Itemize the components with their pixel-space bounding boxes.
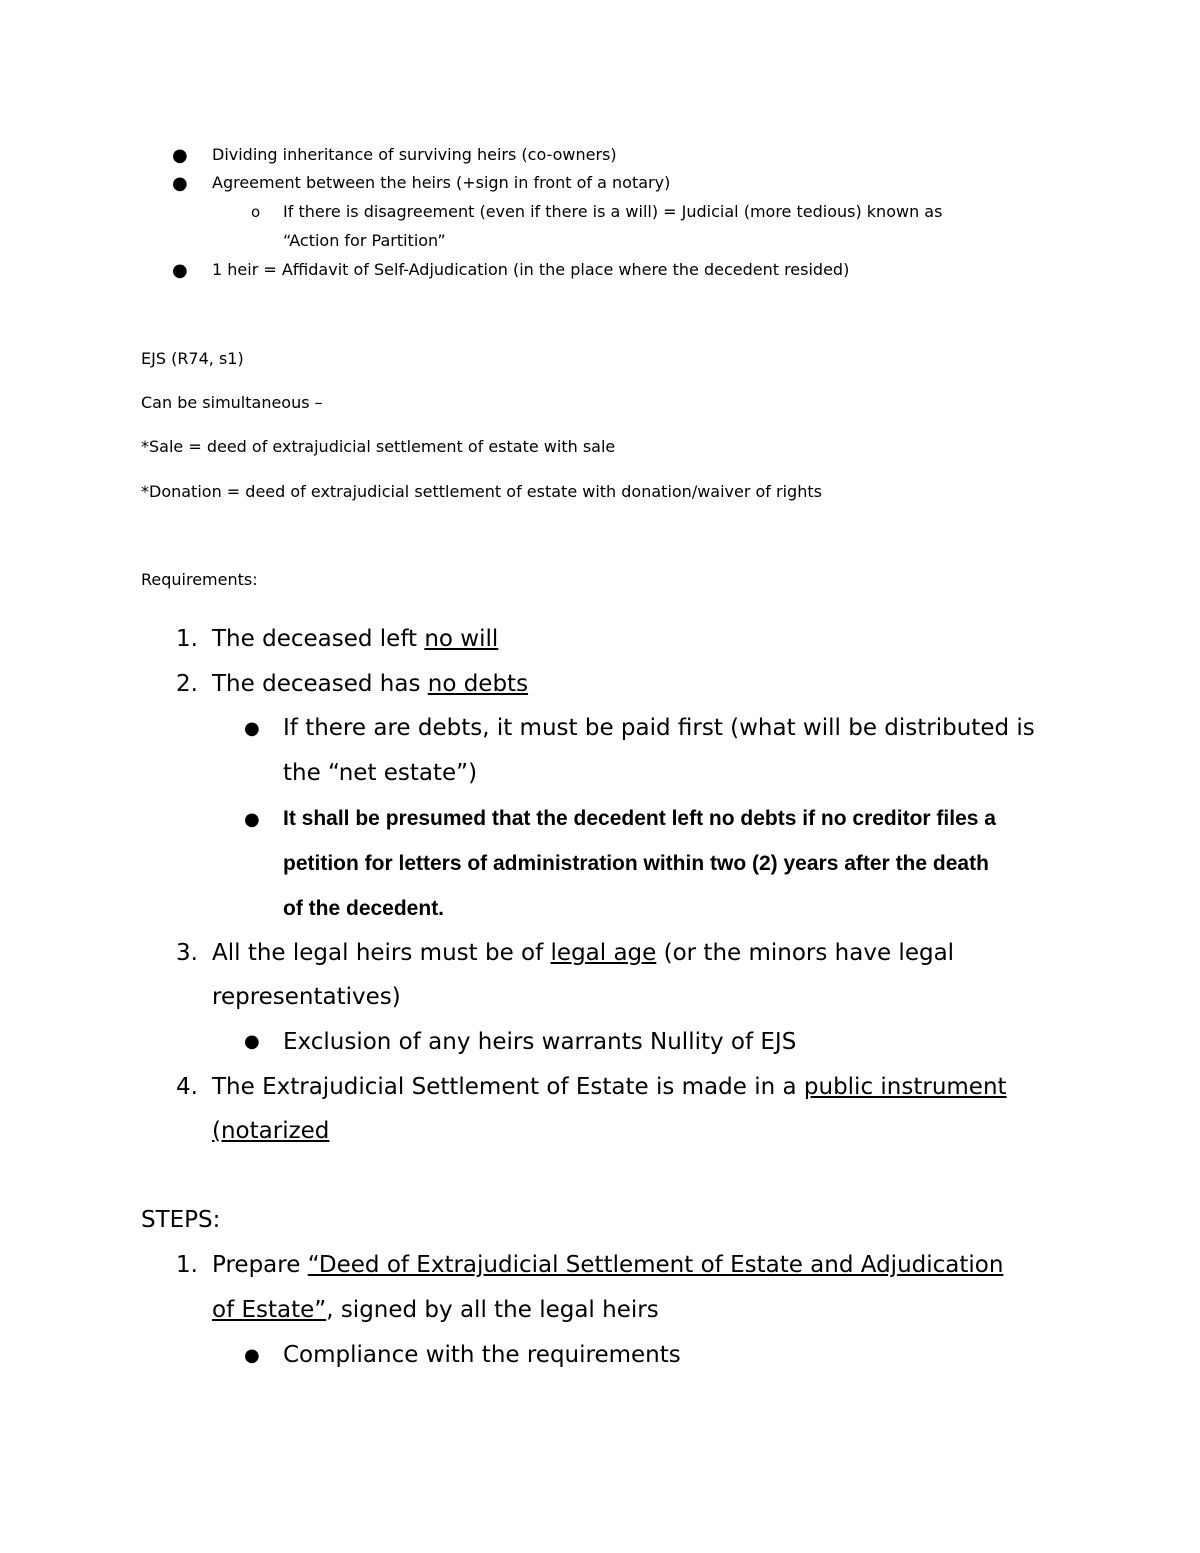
sub-item-disagreement-line1: If there is disagreement (even if there is a will) = Judicial (more tedious) known as [283, 202, 943, 221]
debts-note-line2: the “net estate”) [283, 760, 478, 786]
step-text: Prepare [212, 1252, 308, 1278]
compliance-note: Compliance with the requirements [283, 1342, 681, 1368]
requirement-no-debts [212, 671, 528, 697]
requirement-underlined: public instrument [803, 1074, 1007, 1100]
requirement-number: 2. [176, 671, 198, 697]
step-prepare-deed-line2 [212, 1297, 659, 1323]
bullet-icon: ● [244, 718, 260, 739]
requirement-underlined: legal age [550, 940, 657, 966]
requirement-text: The deceased has [212, 671, 428, 697]
ejs-donation: *Donation = deed of extrajudicial settlement of estate with donation/waiver of rights [141, 482, 822, 501]
requirement-text: All the legal heirs must be of [212, 940, 551, 966]
requirements-heading: Requirements: [141, 570, 258, 589]
requirement-number: 3. [176, 940, 198, 966]
requirement-text: (or the minors have legal [656, 940, 955, 966]
requirement-public-instrument-line2: (notarized [212, 1118, 330, 1144]
list-item-one-heir: 1 heir = Affidavit of Self-Adjudication (in the place where the decedent resided) [212, 260, 850, 279]
requirement-number: 1. [176, 626, 198, 652]
bullet-icon: ● [244, 1031, 260, 1052]
bullet-icon: ● [244, 1345, 260, 1366]
ejs-sale: *Sale = deed of extrajudicial settlement of estate with sale [141, 437, 616, 456]
step-number: 1. [176, 1252, 198, 1278]
exclusion-note: Exclusion of any heirs warrants Nullity of EJS [283, 1029, 797, 1055]
presumption-line3: of the decedent. [283, 897, 445, 920]
step-text: , signed by all the legal heirs [326, 1297, 659, 1323]
bullet-icon: ● [172, 145, 188, 166]
bullet-icon: ● [172, 173, 188, 194]
sub-bullet-icon: o [251, 203, 261, 221]
bullet-icon: ● [244, 809, 260, 830]
list-item-dividing: Dividing inheritance of surviving heirs (co-owners) [212, 145, 617, 164]
ejs-simultaneous: Can be simultaneous – [141, 393, 323, 412]
requirement-text: The deceased left [212, 626, 425, 652]
requirement-legal-age-line2: representatives) [212, 984, 401, 1010]
requirement-underlined: no will [424, 626, 499, 652]
presumption-line1: It shall be presumed that the decedent left no debts if no creditor files a [283, 807, 996, 830]
requirement-text: The Extrajudicial Settlement of Estate is made in a [212, 1074, 804, 1100]
requirement-number: 4. [176, 1074, 198, 1100]
sub-item-disagreement-line2: “Action for Partition” [283, 231, 446, 250]
presumption-line2: petition for letters of administration within two (2) years after the death [283, 852, 989, 875]
requirement-underlined: no debts [427, 671, 529, 697]
debts-note-line1: If there are debts, it must be paid first (what will be distributed is [283, 715, 1035, 741]
list-item-agreement: Agreement between the heirs (+sign in front of a notary) [212, 173, 671, 192]
requirement-legal-age [212, 940, 954, 966]
step-underlined: of Estate” [212, 1297, 327, 1323]
step-underlined: “Deed of Extrajudicial Settlement of Estate and Adjudication [307, 1252, 1004, 1278]
requirement-no-will [212, 626, 498, 652]
step-prepare-deed [212, 1252, 1003, 1278]
requirement-public-instrument [212, 1074, 1007, 1100]
ejs-title: EJS (R74, s1) [141, 349, 244, 368]
bullet-icon: ● [172, 260, 188, 281]
steps-heading: STEPS: [141, 1207, 221, 1233]
